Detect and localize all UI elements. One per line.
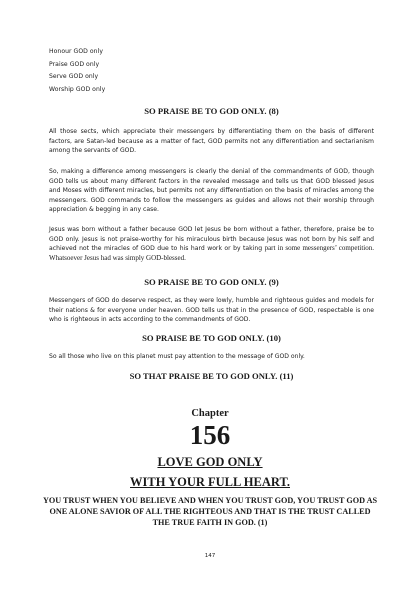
- paragraph: [49, 225, 374, 263]
- section-heading: SO PRAISE BE TO GOD ONLY. (10): [142, 333, 281, 343]
- section-heading: SO PRAISE BE TO GOD ONLY. (9): [144, 277, 279, 287]
- paragraph-text: part in some messengers’ competition. Whatsoever Jesus had was simply GOD-blessed.: [49, 244, 374, 262]
- chapter-title-line1: LOVE GOD ONLY: [157, 455, 263, 469]
- commandment-list: [49, 46, 105, 96]
- chapter-number: 156: [189, 420, 231, 450]
- paragraph-text: Jesus was born without a father because GOD let Jesus be born without a father, therefore, praise be to GOD only. Jesus is not praise-worthy for his miraculous birth because Jesus was not born by his self and achieved not the miracles of GOD due to his hard work or by taking: [49, 226, 374, 253]
- page-number: 147: [204, 553, 216, 559]
- list-item: Worship GOD only: [49, 85, 106, 93]
- paragraph: So, making a difference among messengers is clearly the denial of the commandments of GOD, though GOD tells us about many different factors in the revealed message and tells us that GOD blessed Jesus and Moses with different miracles, but permits not any differentiation on the basis of miracles among the messengers. GOD commands to follow the messengers as guides and allows not their worship through appreciation & begging in any case.: [49, 168, 374, 214]
- closing-statement: YOU TRUST WHEN YOU BELIEVE AND WHEN YOU TRUST GOD, YOU TRUST GOD AS ONE ALONE SAVIOR OF ALL THE RIGHTEOUS AND THAT IS THE TRUST CALLED THE TRUE FAITH IN GOD. (1): [42, 496, 378, 527]
- section-heading: SO THAT PRAISE BE TO GOD ONLY. (11): [129, 371, 294, 381]
- paragraph: So all those who live on this planet must pay attention to the message of GOD only.: [49, 353, 305, 360]
- paragraph: Messengers of GOD do deserve respect, as they were lowly, humble and righteous guides and models for their nations & for everyone under heaven. GOD tells us that in the presence of GOD, respectable is one who is righteous in acts according to the commandments of GOD.: [49, 297, 374, 324]
- list-item: Serve GOD only: [49, 73, 99, 80]
- list-item: Honour GOD only: [49, 48, 103, 55]
- section-heading: SO PRAISE BE TO GOD ONLY. (8): [144, 106, 279, 116]
- chapter-label: Chapter: [191, 408, 229, 419]
- paragraph: All those sects, which appreciate their messengers by differentiating them on the basis of different factors, are Satan-led because as a matter of fact, GOD permits not any differentiation and sectarianism among the servants of GOD.: [49, 128, 374, 155]
- chapter-title-line2: WITH YOUR FULL HEART.: [130, 475, 290, 489]
- list-item: Praise GOD only: [49, 60, 100, 68]
